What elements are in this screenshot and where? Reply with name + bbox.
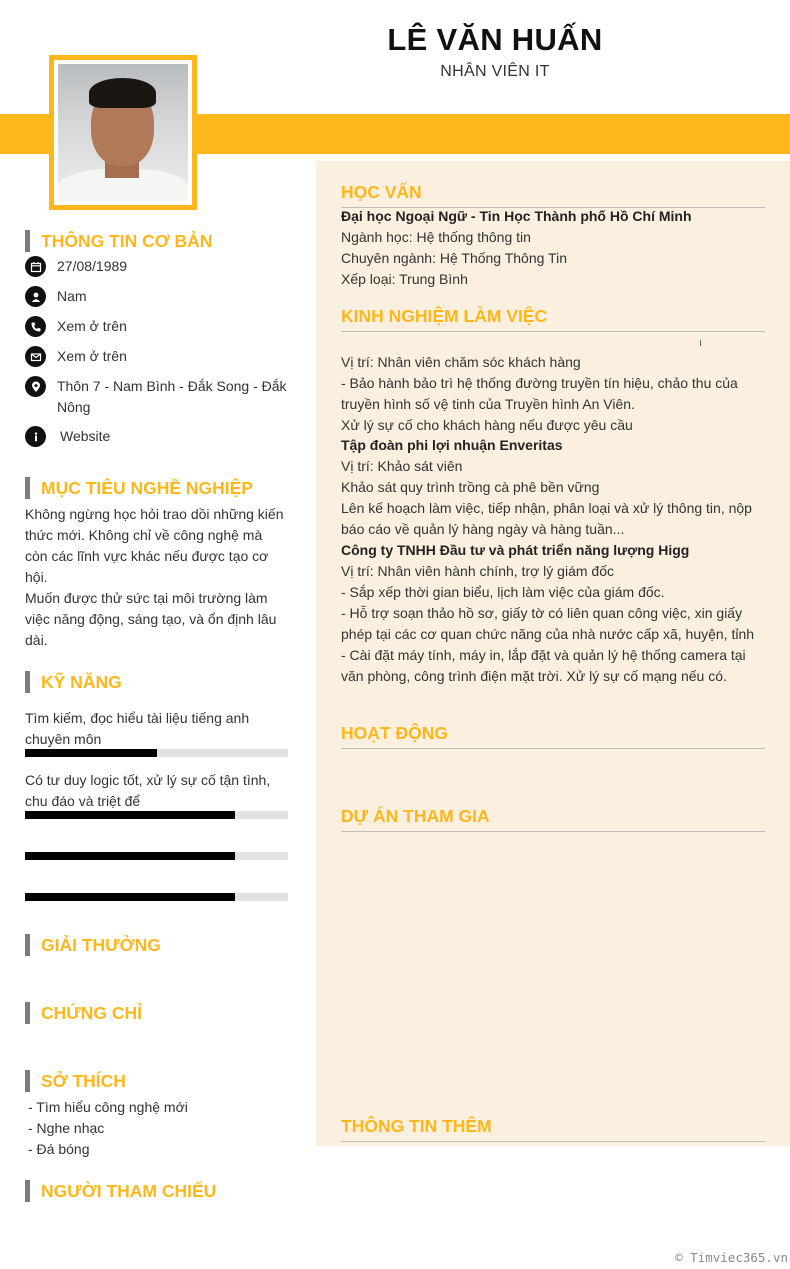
candidate-name: LÊ VĂN HUẤN [387, 22, 603, 57]
experience-line: Xử lý sự cố cho khách hàng nếu được yêu cầu [341, 417, 633, 433]
skills-title: KỸ NĂNG [25, 671, 122, 693]
profile-photo-frame [49, 55, 197, 210]
education-title: HỌC VẤN [341, 181, 765, 208]
info-icon [25, 426, 46, 447]
experience-line: - Bảo hành bảo trì hệ thống đường truyền tín hiệu, chảo thu của truyền hình số vệ tinh của Truyền hình An Viên. [341, 375, 738, 412]
location-icon [25, 376, 46, 397]
info-phone [25, 316, 295, 337]
experience-line: - Cài đặt máy tính, máy in, lắp đặt và quản lý hệ thống camera tại văn phòng, công trình điện mặt trời. Xử lý sự cố mạng nếu có. [341, 647, 746, 684]
experience-line: Vị trí: Khảo sát viên [341, 458, 463, 474]
objective-text-2: Muốn được thử sức tại môi trường làm việc năng động, sáng tạo, và ổn định lâu dài. [25, 590, 277, 648]
awards-title: GIẢI THƯỞNG [25, 934, 161, 956]
company-name: Tập đoàn phi lợi nhuận Enveritas [341, 437, 563, 453]
info-gender [25, 286, 295, 307]
experience-line: Vị trí: Nhân viên hành chính, trợ lý giám đốc [341, 563, 614, 579]
info-text: Thôn 7 - Nam Bình - Đắk Song - Đắk Nông [57, 378, 287, 415]
experience-title: KINH NGHIỆM LÀM VIỆC [341, 305, 765, 332]
hobbies-title: SỞ THÍCH [25, 1070, 126, 1092]
skill-label: Có tư duy logic tốt, xử lý sự cố tận tình, chu đáo và triệt để [25, 772, 271, 809]
hobby-item: - Nghe nhạc [28, 1120, 105, 1136]
references-title: NGƯỜI THAM CHIẾU [25, 1180, 216, 1202]
education-specialization: Chuyên ngành: Hệ Thống Thông Tin [341, 250, 567, 266]
info-birthday [25, 256, 295, 277]
education-rank: Xếp loại: Trung Bình [341, 271, 468, 287]
info-text: Website [60, 428, 111, 444]
job-title: NHÂN VIÊN IT [440, 63, 550, 80]
info-text: Xem ở trên [57, 348, 127, 364]
info-text: Xem ở trên [57, 318, 127, 334]
info-address [25, 376, 295, 418]
objective-title: MỤC TIÊU NGHỀ NGHIỆP [25, 477, 253, 499]
hobby-item: - Tìm hiểu công nghệ mới [28, 1099, 188, 1115]
person-icon [25, 286, 46, 307]
info-text: Nam [57, 288, 87, 304]
email-icon [25, 346, 46, 367]
hobby-item: - Đá bóng [28, 1141, 90, 1157]
school-name: Đại học Ngoại Ngữ - Tin Học Thành phố Hồ Chí Minh [341, 208, 692, 224]
company-name: Công ty TNHH Đầu tư và phát triển năng lượng Higg [341, 542, 690, 558]
basic-info-title: THÔNG TIN CƠ BẢN [25, 230, 212, 252]
experience-line: Vị trí: Nhân viên chăm sóc khách hàng [341, 354, 581, 370]
info-email [25, 346, 295, 367]
education-major: Ngành học: Hệ thống thông tin [341, 229, 531, 245]
skill-bar [25, 811, 288, 819]
tick-mark [700, 340, 701, 346]
experience-line: Lên kế hoạch làm việc, tiếp nhận, phân loại và xử lý thông tin, nộp báo cáo về quản lý hàng ngày và hàng tuần... [341, 500, 752, 537]
info-text: 27/08/1989 [57, 258, 128, 274]
skill-bar [25, 893, 288, 901]
certificates-title: CHỨNG CHỈ [25, 1002, 142, 1024]
footer-copyright: © Timviec365.vn [675, 1250, 788, 1265]
experience-line: - Hỗ trợ soạn thảo hồ sơ, giấy tờ có liên quan công việc, xin giấy phép tại các cơ quan chức năng của nhà nước cấp xã, huyện, tỉnh [341, 605, 755, 642]
calendar-icon [25, 256, 46, 277]
skill-label: Tìm kiếm, đọc hiểu tài liệu tiếng anh chuyên môn [25, 710, 250, 747]
experience-line: Khảo sát quy trình trồng cà phê bền vững [341, 479, 600, 495]
objective-text-1: Không ngừng học hỏi trao dồi những kiến thức mới. Không chỉ về công nghệ mà còn các lĩnh vực khác nếu được tạo cơ hội. [25, 506, 284, 585]
skill-bar [25, 852, 288, 860]
info-website [25, 426, 295, 447]
skill-bar [25, 749, 288, 757]
profile-photo [58, 64, 188, 201]
phone-icon [25, 316, 46, 337]
projects-title: DỰ ÁN THAM GIA [341, 805, 765, 832]
more-info-title: THÔNG TIN THÊM [341, 1115, 765, 1142]
experience-line: - Sắp xếp thời gian biểu, lịch làm việc của giám đốc. [341, 584, 665, 600]
activities-title: HOẠT ĐỘNG [341, 722, 765, 749]
